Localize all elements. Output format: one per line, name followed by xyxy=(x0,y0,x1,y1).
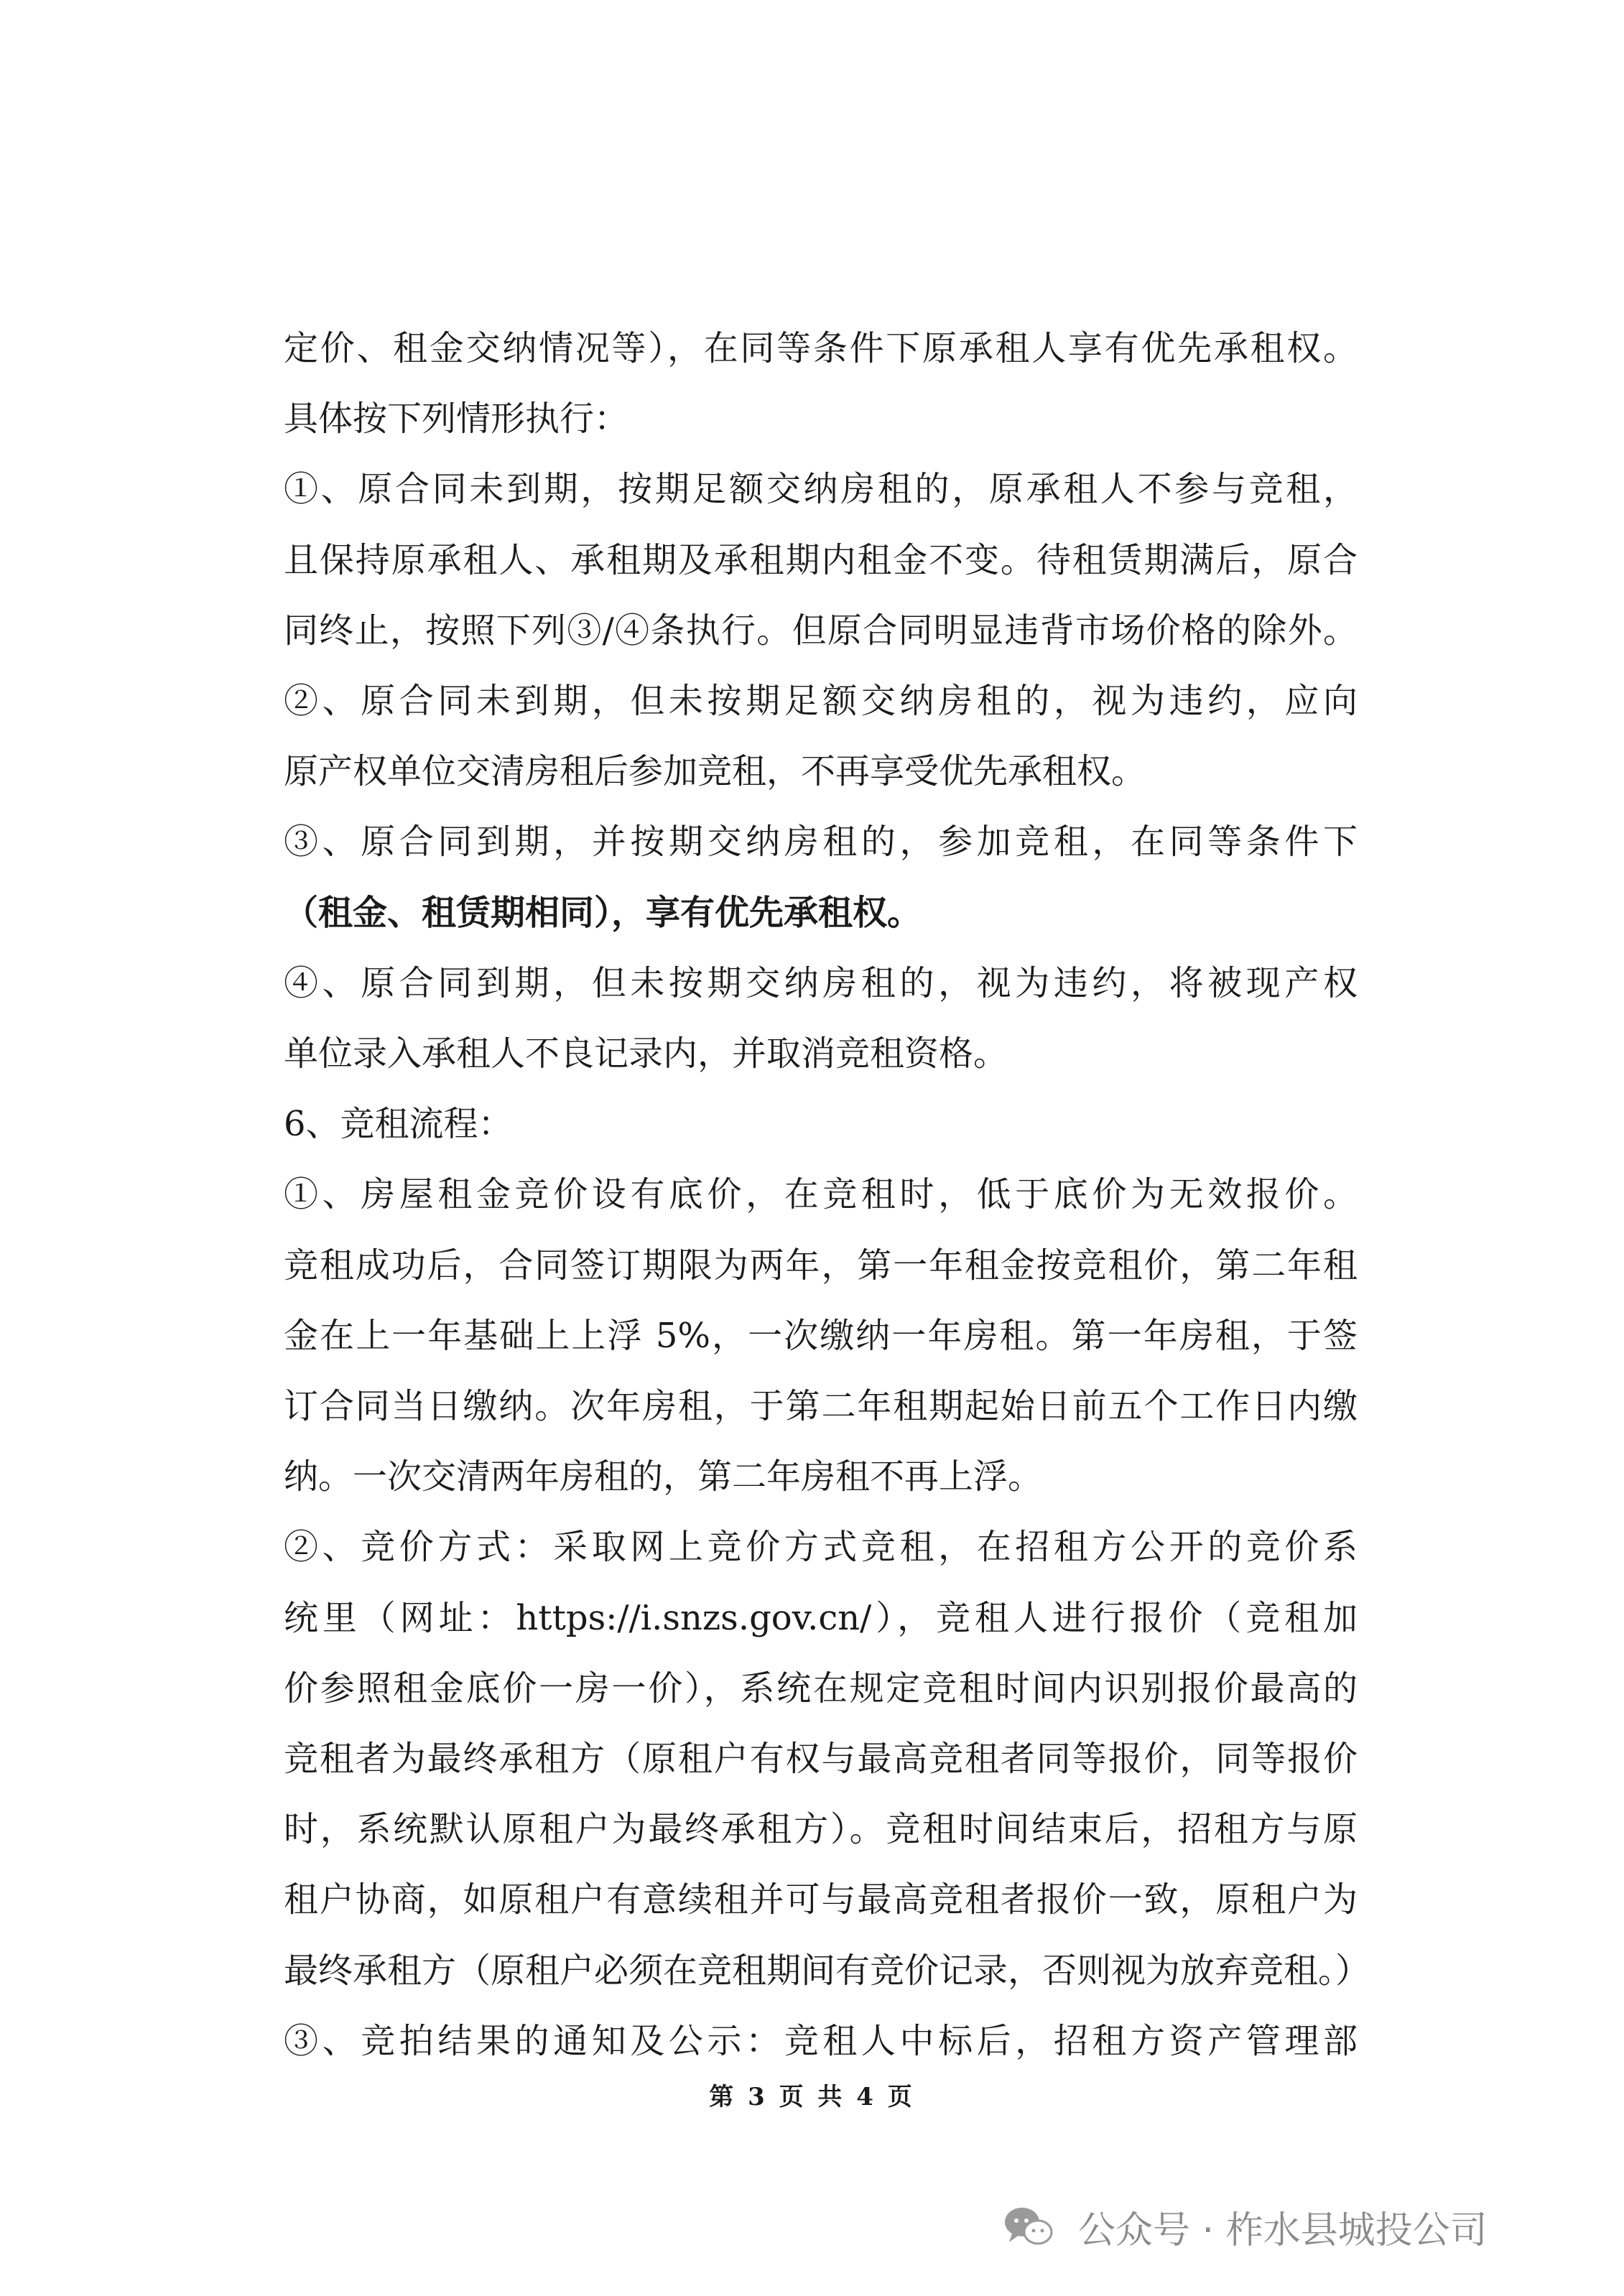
text-line: 竞租成功后，合同签订期限为两年，第一年租金按竞租价，第二年租 xyxy=(284,1245,1358,1286)
text-line: 竞租者为最终承租方（原租户有权与最高竞租者同等报价，同等报价 xyxy=(284,1739,1358,1779)
text-line: 金在上一年基础上上浮 5%，一次缴纳一年房租。第一年房租，于签 xyxy=(284,1316,1358,1356)
text-line: 订合同当日缴纳。次年房租，于第二年租期起始日前五个工作日内缴 xyxy=(284,1386,1358,1426)
watermark-text: 公众号 · 柞水县城投公司 xyxy=(1078,2208,1488,2252)
wechat-icon xyxy=(1002,2205,1054,2248)
text-line: 价参照租金底价一房一价），系统在规定竞租时间内识别报价最高的 xyxy=(284,1668,1358,1709)
text-line: 时，系统默认原租户为最终承租方）。竞租时间结束后，招租方与原 xyxy=(284,1809,1358,1849)
text-line: ③、原合同到期，并按期交纳房租的，参加竞租，在同等条件下 xyxy=(284,822,1358,862)
text-line: ②、原合同未到期，但未按期足额交纳房租的，视为违约，应向 xyxy=(284,681,1358,721)
text-line: 原产权单位交清房租后参加竞租，不再享受优先承租权。 xyxy=(284,751,1146,791)
text-line: 单位录入承租人不良记录内，并取消竞租资格。 xyxy=(284,1033,1008,1074)
text-line: ①、原合同未到期，按期足额交纳房租的，原承租人不参与竞租， xyxy=(284,469,1358,509)
wechat-watermark xyxy=(1002,2198,1488,2255)
text-line: 定价、租金交纳情况等），在同等条件下原承租人享有优先承租权。 xyxy=(284,328,1358,368)
text-line: 最终承租方（原租户必须在竞租期间有竞价记录，否则视为放弃竞租。） xyxy=(284,1951,1370,1991)
text-line: 6、竞租流程： xyxy=(284,1104,513,1144)
text-line: （租金、租赁期相同），享有优先承租权。 xyxy=(284,893,922,933)
text-line: ①、房屋租金竞价设有底价，在竞租时，低于底价为无效报价。 xyxy=(284,1174,1358,1214)
text-line: 纳。一次交清两年房租的，第二年房租不再上浮。 xyxy=(284,1456,1043,1497)
text-line: 具体按下列情形执行： xyxy=(284,399,629,439)
text-line: 租户协商，如原租户有意续租并可与最高竞租者报价一致，原租户为 xyxy=(284,1879,1358,1920)
text-line: ④、原合同到期，但未按期交纳房租的，视为违约，将被现产权 xyxy=(284,963,1358,1003)
page-number: 第 3 页 共 4 页 xyxy=(709,2083,915,2111)
text-line: ③、竞拍结果的通知及公示：竞租人中标后，招租方资产管理部 xyxy=(284,2021,1358,2061)
text-line: 且保持原承租人、承租期及承租期内租金不变。待租赁期满后，原合 xyxy=(284,540,1358,580)
text-line: ②、竞价方式：采取网上竞价方式竞租，在招租方公开的竞价系 xyxy=(284,1527,1358,1567)
text-line: 统里（网址：https://i.snzs.gov.cn/），竞租人进行报价（竞租加 xyxy=(284,1598,1358,1638)
text-line: 同终止，按照下列③/④条执行。但原合同明显违背市场价格的除外。 xyxy=(284,610,1358,651)
